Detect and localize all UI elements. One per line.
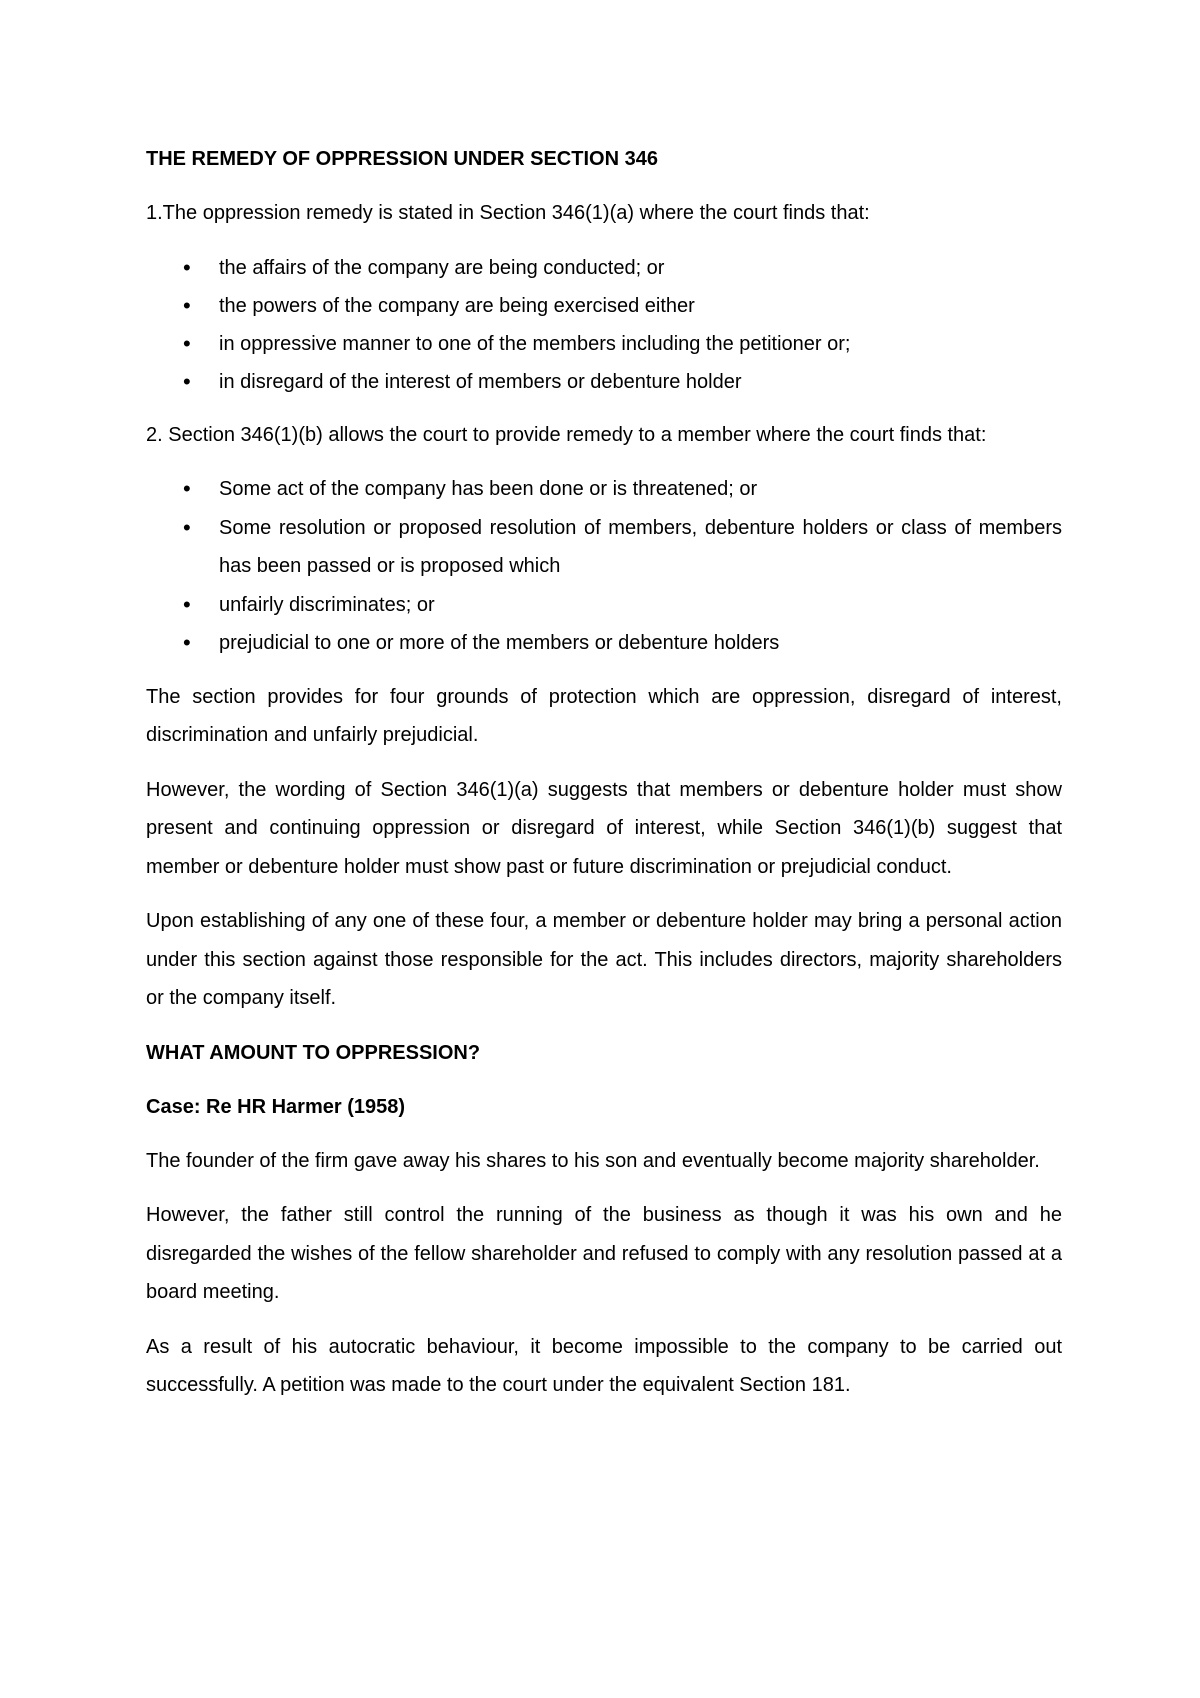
list-item-text: Some resolution or proposed resolution of members, debenture holders or class of members has been passed or is proposed which bbox=[219, 516, 1062, 577]
document-title: THE REMEDY OF OPPRESSION UNDER SECTION 346 bbox=[146, 148, 658, 170]
list-item bbox=[146, 363, 1062, 401]
list-item-text: unfairly discriminates; or bbox=[219, 593, 435, 616]
bullet-icon: • bbox=[183, 292, 191, 318]
document-page bbox=[146, 140, 1062, 1421]
paragraph-4: However, the wording of Section 346(1)(a) suggests that members or debenture holder must show present and continuing oppression or disregard of interest, while Section 346(1)(b) suggest that member or debenture holder must show past or future discrimination or prejudicial conduct. bbox=[146, 778, 1062, 878]
bullet-icon: • bbox=[183, 591, 191, 617]
paragraph-5: Upon establishing of any one of these four, a member or debenture holder may bring a personal action under this section against those responsible for the act. This includes directors, majority shareholders or the company itself. bbox=[146, 910, 1062, 1009]
bullet-icon: • bbox=[183, 630, 191, 655]
paragraph-2: 2. Section 346(1)(b) allows the court to provide remedy to a member where the court finds that: bbox=[146, 423, 987, 446]
list-item bbox=[146, 624, 1062, 663]
paragraph-6: The founder of the firm gave away his shares to his son and eventually become majority shareholder. bbox=[146, 1149, 1040, 1172]
bullet-icon: • bbox=[183, 514, 191, 540]
paragraph-3: The section provides for four grounds of protection which are oppression, disregard of interest, discrimination and unfairly prejudicial. bbox=[146, 685, 1062, 746]
bullet-icon: • bbox=[183, 368, 191, 394]
list-item-text: Some act of the company has been done or is threatened; or bbox=[219, 478, 758, 500]
list-item-text: in disregard of the interest of members or debenture holder bbox=[219, 370, 742, 393]
list-item bbox=[146, 287, 1062, 325]
paragraph-7: However, the father still control the running of the business as though it was his own and he disregarded the wishes of the fellow shareholder and refused to comply with any resolution passed at a board meeting. bbox=[146, 1204, 1062, 1303]
list-item-text: prejudicial to one or more of the members or debenture holders bbox=[219, 632, 780, 654]
case-heading: Case: Re HR Harmer (1958) bbox=[146, 1095, 406, 1118]
section-heading: WHAT AMOUNT TO OPPRESSION? bbox=[146, 1041, 481, 1064]
list-item-text: the affairs of the company are being conducted; or bbox=[219, 256, 665, 279]
list-item bbox=[146, 470, 1062, 509]
list-item bbox=[146, 509, 1062, 586]
list-item-text: the powers of the company are being exercised either bbox=[219, 294, 695, 317]
bullet-icon: • bbox=[183, 476, 191, 501]
paragraph-1: 1.The oppression remedy is stated in Section 346(1)(a) where the court finds that: bbox=[146, 202, 870, 224]
bullet-icon: • bbox=[183, 330, 191, 356]
paragraph-8: As a result of his autocratic behaviour, it become impossible to the company to be carried out successfully. A petition was made to the court under the equivalent Section 181. bbox=[146, 1335, 1062, 1396]
list-item bbox=[146, 586, 1062, 625]
list-item bbox=[146, 249, 1062, 287]
list-item-text: in oppressive manner to one of the members including the petitioner or; bbox=[219, 332, 851, 355]
bullet-icon: • bbox=[183, 254, 191, 280]
list-item bbox=[146, 325, 1062, 363]
bullet-list-1 bbox=[146, 249, 1062, 401]
bullet-list-2 bbox=[146, 470, 1062, 663]
